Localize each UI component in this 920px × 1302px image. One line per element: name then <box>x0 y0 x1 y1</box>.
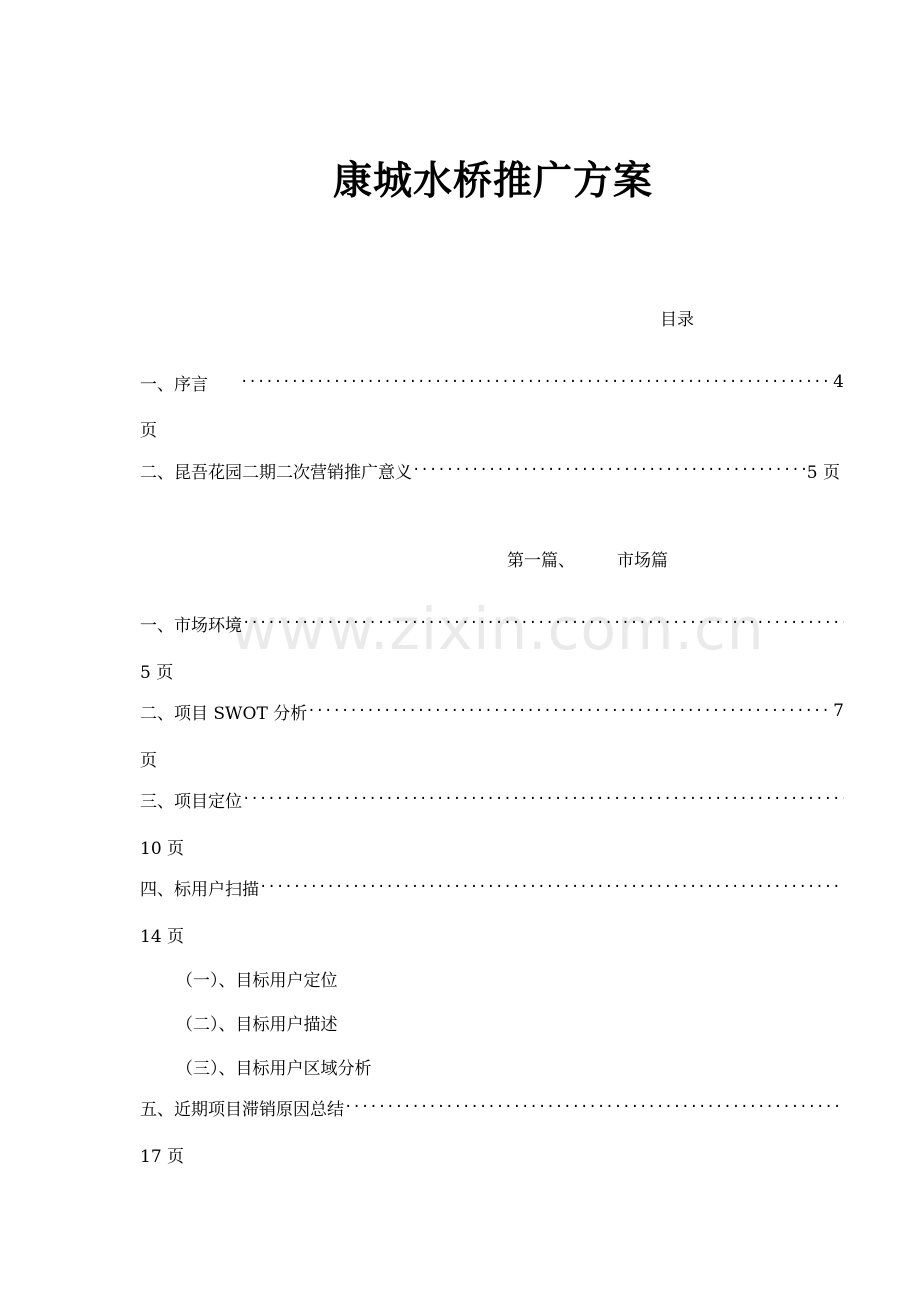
toc-page-number: 17 页 <box>140 1147 185 1167</box>
part-name: 市场篇 <box>617 551 668 571</box>
toc-entry-label: 三、项目定位 <box>140 791 242 812</box>
toc-entry-item5[interactable] <box>140 1094 844 1120</box>
toc-page-unit: 页 <box>140 421 157 441</box>
toc-entry-user-scan[interactable] <box>140 874 844 900</box>
toc-page-number: 14 页 <box>140 927 185 947</box>
toc-entry-item2[interactable] <box>140 457 840 483</box>
toc-page-number: 5 页 <box>806 462 840 483</box>
toc-leader-dots <box>307 703 833 719</box>
toc-leader-dots <box>240 374 833 390</box>
toc-entry-label: 二、项目 SWOT 分析 <box>140 703 308 724</box>
toc-leader-dots <box>344 1099 844 1115</box>
toc-page-number: 5 页 <box>140 663 174 683</box>
toc-leader-dots <box>242 791 844 807</box>
toc-page-number: 10 页 <box>140 839 185 859</box>
toc-leader-dots <box>242 615 844 631</box>
document-title: 康城水桥推广方案 <box>332 159 653 204</box>
toc-heading: 目录 <box>660 310 694 330</box>
toc-leader-dots <box>259 879 844 895</box>
toc-leader-dots <box>412 462 807 478</box>
part-label: 第一篇、 <box>507 551 575 571</box>
toc-sub-entry[interactable]: （二）、目标用户描述 <box>176 1015 338 1035</box>
toc-entry-label: 五、近期项目滞销原因总结 <box>140 1099 344 1120</box>
toc-entry-preface[interactable] <box>140 369 844 395</box>
toc-page-number: 4 <box>833 372 844 392</box>
toc-entry-positioning[interactable] <box>140 786 844 812</box>
watermark: www.zixin.com.cn <box>230 595 765 663</box>
toc-entry-label: 一、序言 <box>140 374 208 395</box>
toc-sub-entry[interactable]: （三）、目标用户区域分析 <box>176 1059 372 1079</box>
toc-page-number: 7 <box>833 701 844 721</box>
toc-entry-market-env[interactable] <box>140 610 844 636</box>
toc-entry-label: 二、昆吾花园二期二次营销推广意义 <box>140 462 412 483</box>
toc-entry-label: 四、标用户扫描 <box>140 879 259 900</box>
toc-page-unit: 页 <box>140 751 157 771</box>
toc-entry-swot[interactable] <box>140 698 844 724</box>
toc-entry-label: 一、市场环境 <box>140 615 242 636</box>
toc-sub-entry[interactable]: （一）、目标用户定位 <box>176 971 338 991</box>
